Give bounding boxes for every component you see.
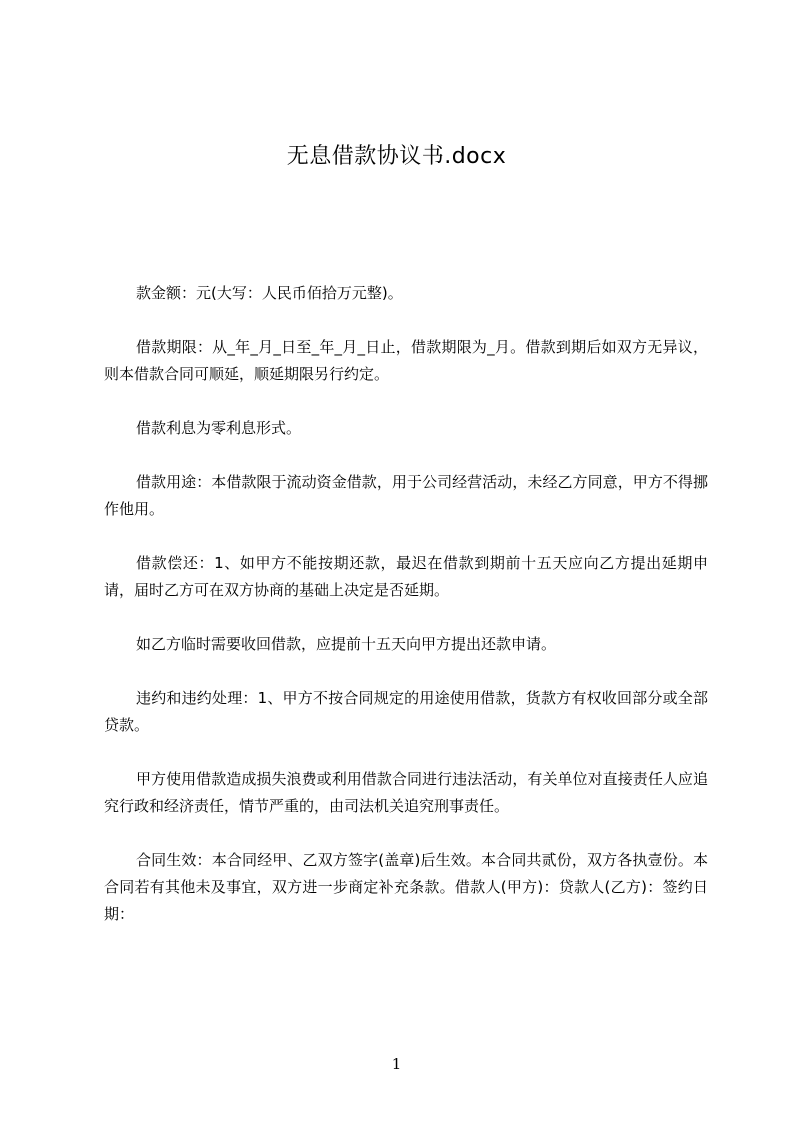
paragraph-breach: 违约和违约处理：1、甲方不按合同规定的用途使用借款，货款方有权收回部分或全部贷款。 bbox=[104, 689, 708, 734]
document-body bbox=[104, 280, 708, 955]
page-number: 1 bbox=[391, 1055, 402, 1073]
paragraph-early-recall: 如乙方临时需要收回借款，应提前十五天向甲方提出还款申请。 bbox=[136, 635, 557, 653]
paragraph-loan-amount: 款金额：元(大写：人民币佰拾万元整)。 bbox=[136, 284, 403, 302]
paragraph-liability: 甲方使用借款造成损失浪费或利用借款合同进行违法活动，有关单位对直接责任人应追究行政和经济责任，情节严重的，由司法机关追究刑事责任。 bbox=[104, 770, 708, 815]
paragraph-repayment: 借款偿还：1、如甲方不能按期还款，最迟在借款到期前十五天应向乙方提出延期申请，届时乙方可在双方协商的基础上决定是否延期。 bbox=[104, 554, 708, 599]
paragraph-interest: 借款利息为零利息形式。 bbox=[136, 419, 302, 437]
paragraph-loan-purpose: 借款用途：本借款限于流动资金借款，用于公司经营活动，未经乙方同意，甲方不得挪作他用。 bbox=[104, 473, 708, 518]
paragraph-effectiveness: 合同生效：本合同经甲、乙双方签字(盖章)后生效。本合同共贰份，双方各执壹份。本合同若有其他未及事宜，双方进一步商定补充条款。借款人(甲方)：贷款人(乙方)：签约日期： bbox=[104, 851, 708, 923]
document-title: 无息借款协议书.docx bbox=[286, 144, 507, 169]
paragraph-loan-term: 借款期限：从_年_月_日至_年_月_日止，借款期限为_月。借款到期后如双方无异议，则本借款合同可顺延，顺延期限另行约定。 bbox=[104, 338, 708, 383]
